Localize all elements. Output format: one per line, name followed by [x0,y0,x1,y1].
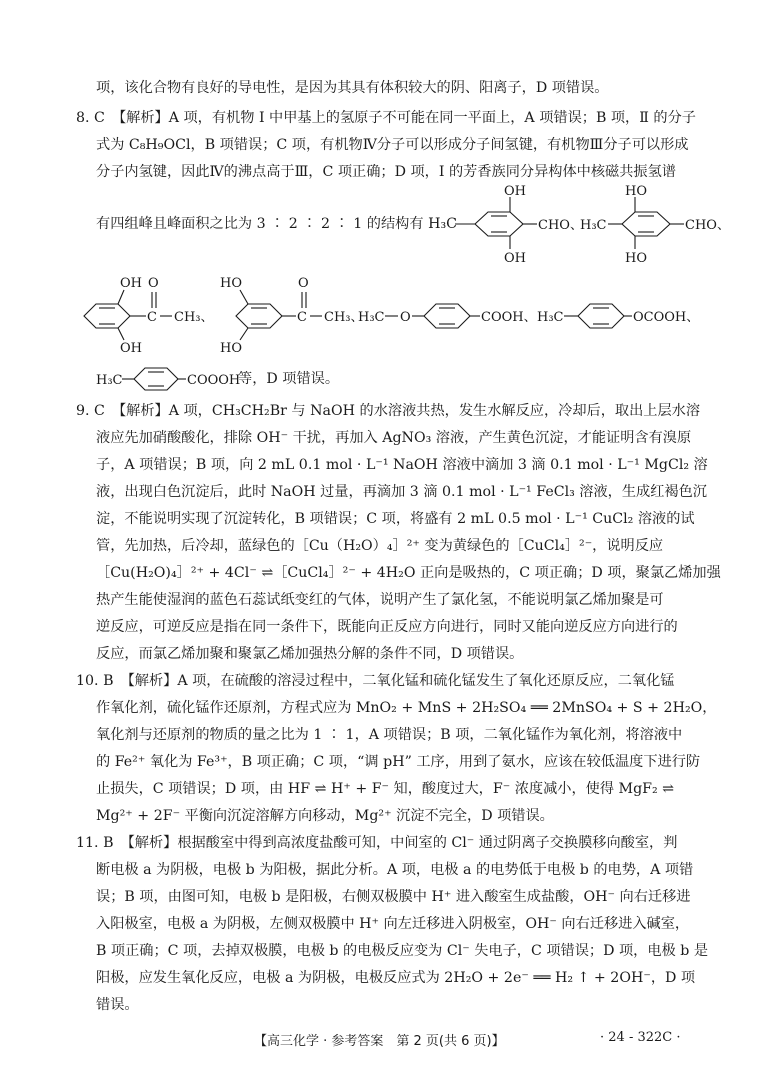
q9-line-1: 9. C 【解析】A 项，CH₃CH₂Br 与 NaOH 的水溶液共热，发生水解反应，冷却后，取出上层水溶 [76,403,701,419]
q9-line-7: ［Cu(H₂O)₄］²⁺ + 4Cl⁻ ⇌［CuCl₄］²⁻ + 4H₂O 正向是吸热的，C 项正确；D 项，聚氯乙烯加强 [96,565,721,581]
structure-ketone-1 [84,276,214,356]
q8-line-3: 分子内氢键，因此Ⅳ的沸点高于Ⅲ，C 项正确；D 项，Ⅰ 的芳香族同分异构体中核磁共振氢谱 [96,164,676,180]
q11-line-1: 11. B 【解析】根据酸室中得到高浓度盐酸可知，中间室的 Cl⁻ 通过阴离子交换膜移向酸室，判 [76,835,678,851]
structure-ocooh [537,304,699,328]
ch3-1: CH₃、 [174,310,214,325]
q9-line-5: 淀，不能说明实现了沉淀转化，B 项错误；C 项，将盛有 2 mL 0.5 mol · L⁻¹ CuCl₂ 溶液的试 [96,511,695,527]
structure-ketone-2 [220,276,364,356]
cho-2: CHO、 [685,218,730,233]
q8-line-2: 式为 C₈H₉OCl，B 项错误；C 项，有机物Ⅳ分子可以形成分子间氢键，有机物Ⅲ分子可以形成 [96,137,689,153]
structure-aldehyde-2 [580,185,730,265]
h3c-coooh: H₃C [96,373,123,388]
q11-line-2: 断电极 a 为阴极，电极 b 为阳极，据此分析。A 项，电极 a 的电势低于电极 b 的电势，A 项错 [96,862,694,878]
q8-line-4: 有四组峰且峰面积之比为 3 ∶ 2 ∶ 2 ∶ 1 的结构有 H₃C [96,216,457,232]
q10-line-2: 作氧化剂，硫化锰作还原剂，方程式应为 MnO₂ + MnS + 2H₂SO₄ ══ 2MnSO₄ + S + 2H₂O， [96,700,717,716]
q7-line-1: 项，该化合物有良好的导电性，是因为其具有体积较大的阴、阳离子，D 项错误。 [96,80,609,96]
structure-ether-acid [358,304,537,328]
svg-text:C: C [297,310,307,325]
ho-top-2: HO [625,185,647,199]
h3c-ether: H₃C [358,310,385,325]
oh-ketone-1-top: OH [120,276,142,291]
q9-line-2: 液应先加硝酸酸化，排除 OH⁻ 干扰，再加入 AgNO₃ 溶液，产生黄色沉淀，才能证明含有溴原 [96,430,692,446]
q9-line-9: 逆反应，可逆反应是指在同一条件下，既能向正反应方向进行，同时又能向逆反应方向进行的 [96,619,678,635]
o-ketone-1: O [148,276,159,291]
q11-line-7: 错误。 [96,997,139,1013]
q11-line-6: 阳极，应发生氧化反应，电极 a 为阴极，电极反应式为 2H₂O + 2e⁻ ══ H₂ ↑ + 2OH⁻，D 项 [96,970,696,986]
footer-code: · 24 - 322C · [600,1030,681,1045]
q9-line-8: 热产生能使湿润的蓝色石蕊试纸变红的气体，说明产生了氯化氢，不能说明氯乙烯加聚是可 [96,592,664,608]
q8-line-1: 8. C 【解析】A 项，有机物 Ⅰ 中甲基上的氢原子不可能在同一平面上，A 项错误；B 项，Ⅱ 的分子 [76,110,696,126]
q9-line-3: 子，A 项错误；B 项，向 2 mL 0.1 mol · L⁻¹ NaOH 溶液中滴加 3 滴 0.1 mol · L⁻¹ MgCl₂ 溶 [96,457,708,473]
ch3-2: CH₃、 [324,310,364,325]
q9-line-4: 液，出现白色沉淀后，此时 NaOH 过量，再滴加 3 滴 0.1 mol · L⁻¹ FeCl₃ 溶液，生成红褐色沉 [96,484,707,500]
q9-line-10: 反应，而氯乙烯加聚和聚氯乙烯加强热分解的条件不同，D 项错误。 [96,646,524,662]
ho-ketone-2-bottom: HO [220,341,242,356]
q11-line-5: B 项正确；C 项，去掉双极膜，电极 b 的电极反应变为 Cl⁻ 失电子，C 项错误；D 项，电极 b 是 [96,943,709,959]
oh-top-1: OH [504,185,526,199]
q10-line-1: 10. B 【解析】A 项，在硫酸的溶浸过程中，二氧化锰和硫化锰发生了氧化还原反应，二氧化锰 [76,673,675,689]
structure-aldehyde-1 [455,185,583,265]
svg-text:C: C [147,310,157,325]
structures-row-2 [0,272,764,356]
structure-coooh [96,368,240,390]
q8-tail: 等，D 项错误。 [238,371,340,387]
structures-row-3 [0,362,764,396]
ho-bottom-2: HO [625,251,647,265]
o-ketone-2: O [298,276,309,291]
h3c-2: H₃C [580,218,607,233]
footer-page-info: 【高三化学 · 参考答案 第 2 页(共 6 页)】 [254,1034,505,1049]
q11-line-4: 入阳极室，电极 a 为阴极，左侧双极膜中 H⁺ 向左迁移进入阴极室，OH⁻ 向右迁移进入碱室， [96,916,690,932]
q10-line-5: 止损失，C 项错误；D 项，由 HF ⇌ H⁺ + F⁻ 知，酸度过大，F⁻ 浓度减小，使得 MgF₂ ⇌ [96,781,675,797]
oh-bottom-1: OH [504,251,526,265]
q10-line-4: 的 Fe²⁺ 氧化为 Fe³⁺，B 项正确；C 项，“调 pH” 工序，用到了氨水，应该在较低温度下进行防 [96,754,701,770]
oh-ketone-1-bottom: OH [120,341,142,356]
cho-1: CHO、 [538,218,583,233]
h3c-ocooh: H₃C [537,310,564,325]
o-ether: O [400,310,411,325]
cooh-ether: COOH、 [481,310,537,325]
coooh: COOOH [187,373,241,388]
ocooh: OCOOH、 [633,310,700,325]
q11-line-3: 误；B 项，由图可知，电极 b 是阳极，右侧双极膜中 H⁺ 进入酸室生成盐酸，OH⁻ 向右迁移进 [96,889,691,905]
ho-ketone-2-top: HO [220,276,242,291]
structures-row-1 [0,185,764,265]
q10-line-3: 氧化剂与还原剂的物质的量之比为 1 ∶ 1，A 项错误；B 项，二氧化锰作为氧化剂，将溶液中 [96,727,683,743]
q9-line-6: 管，先加热，后冷却，蓝绿色的［Cu（H₂O）₄］²⁺ 变为黄绿色的［CuCl₄］²⁻，说明反应 [96,538,664,554]
q10-line-6: Mg²⁺ + 2F⁻ 平衡向沉淀溶解方向移动，Mg²⁺ 沉淀不完全，D 项错误。 [96,808,554,824]
